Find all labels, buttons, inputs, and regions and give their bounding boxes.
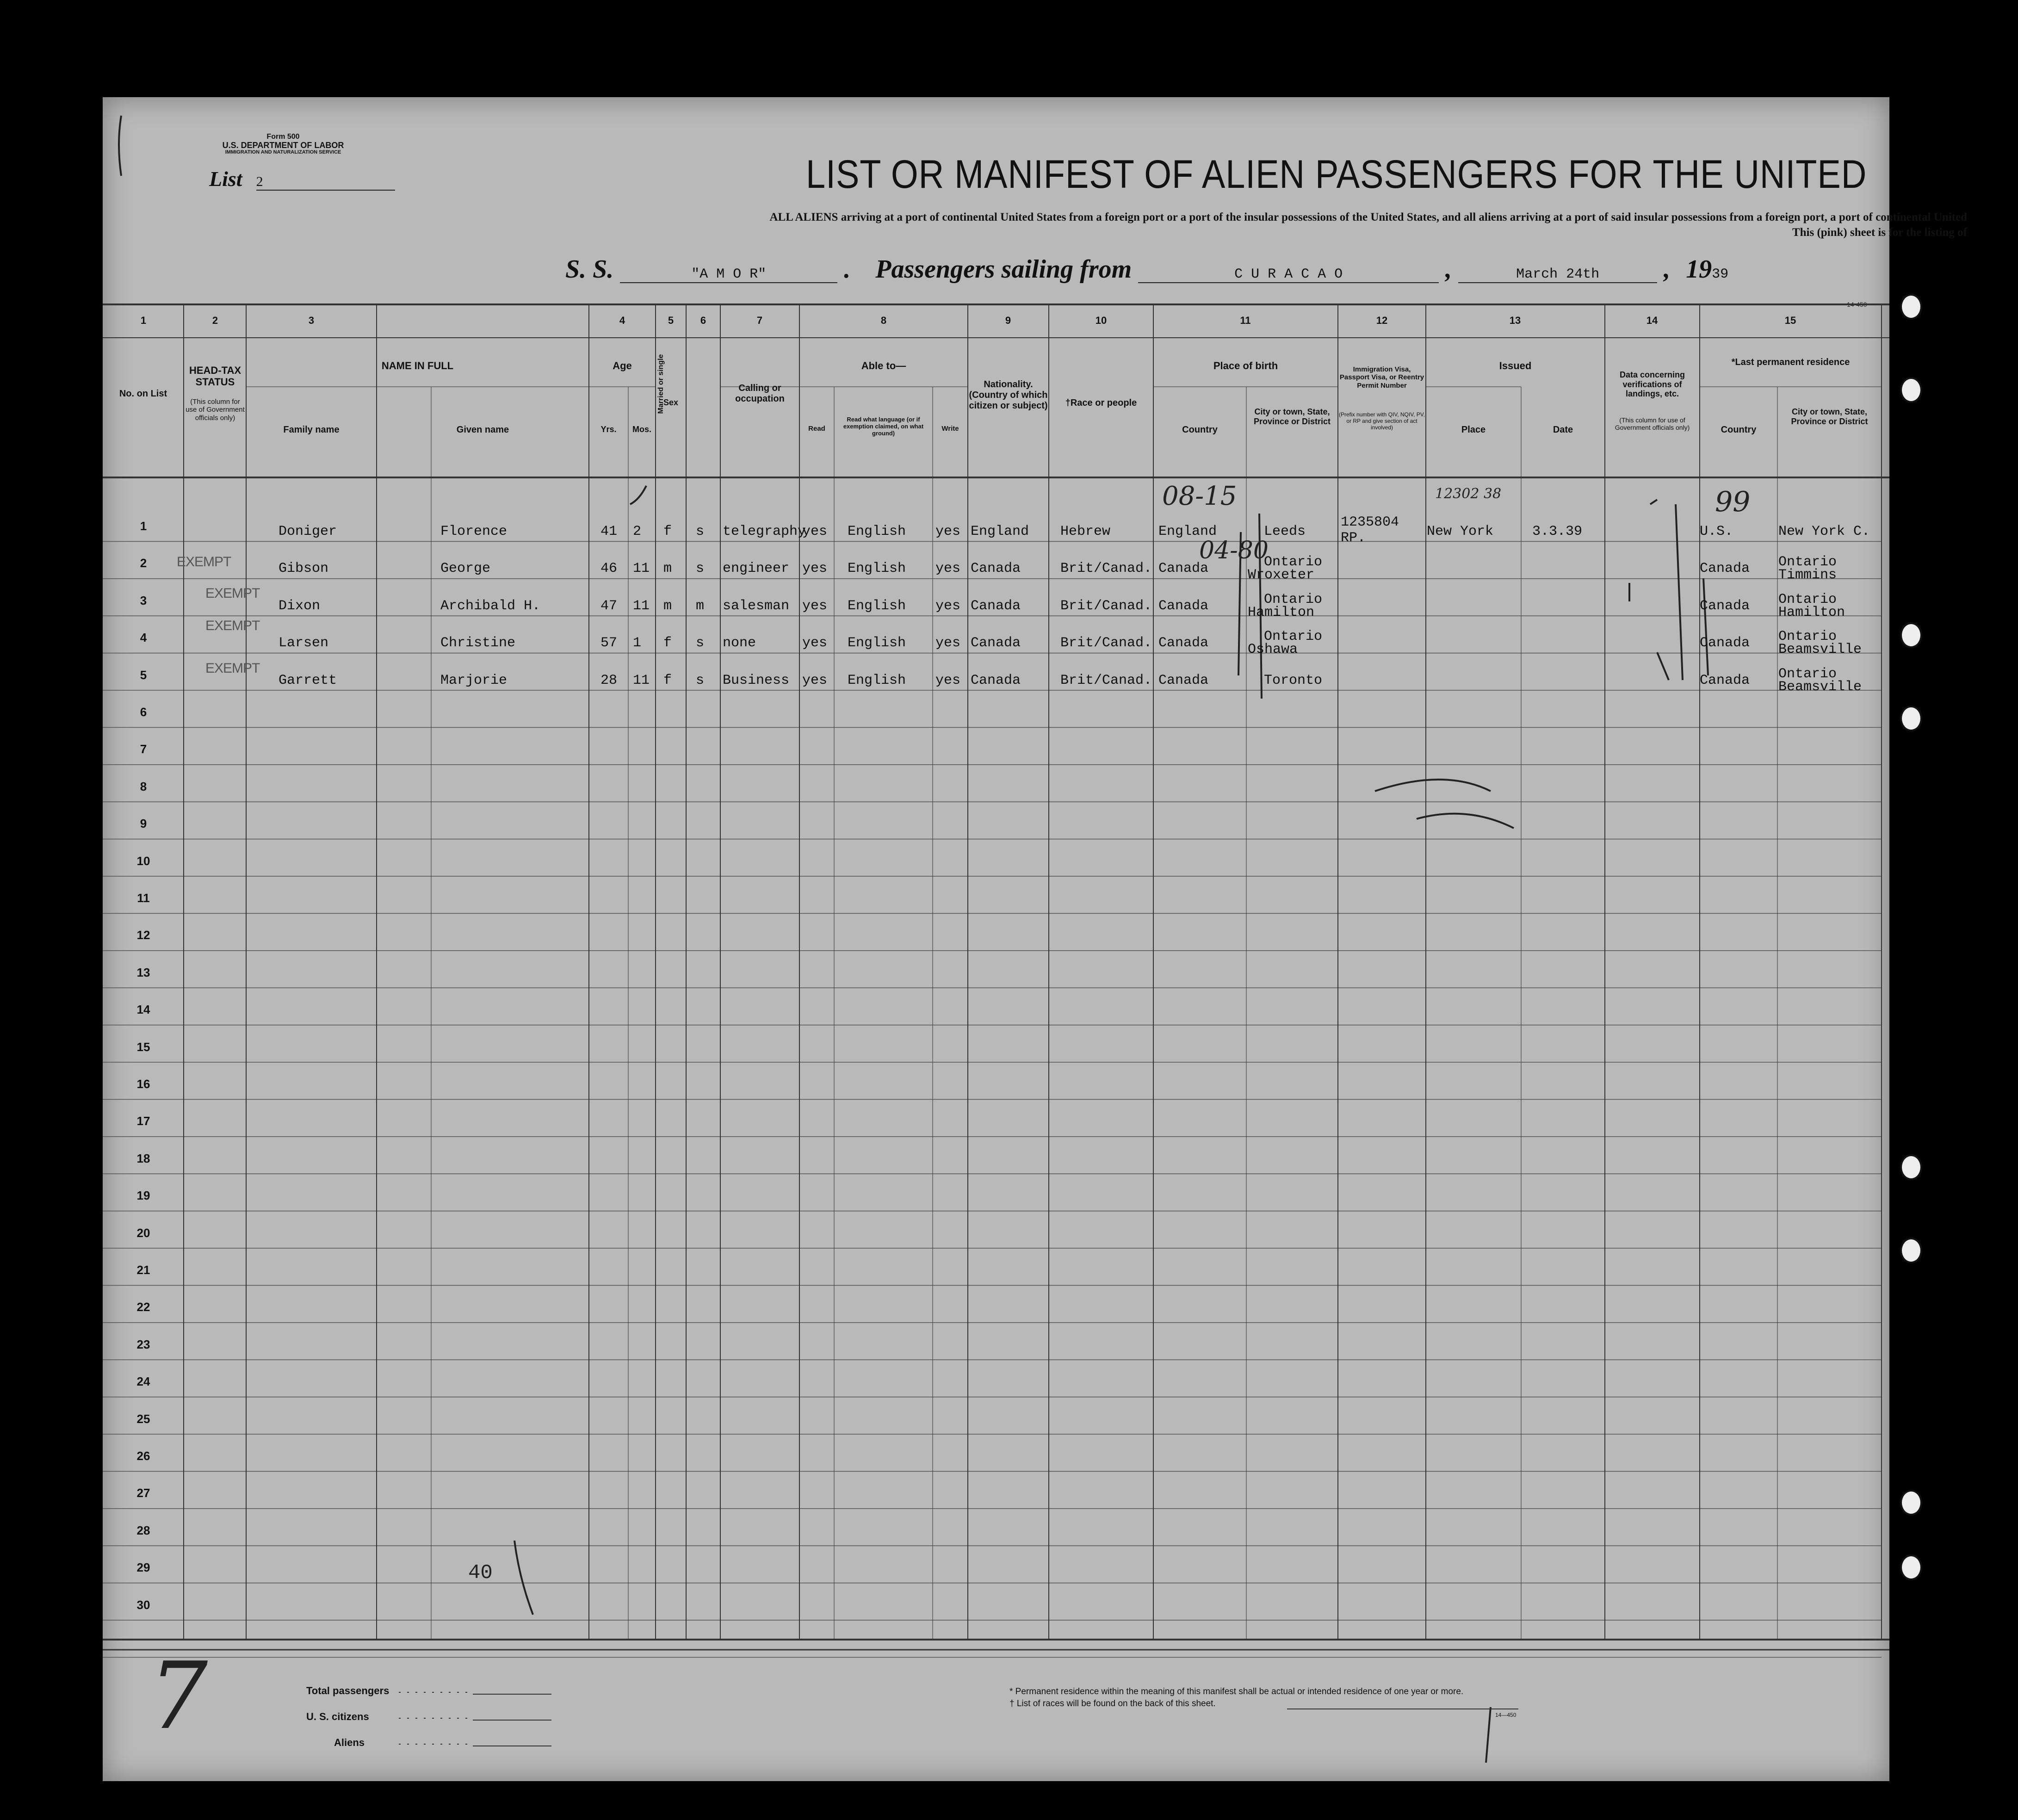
row-number: 1	[140, 519, 147, 533]
exempt-stamp: EXEMPT	[205, 618, 260, 633]
cell-res-city2: Beamsville	[1778, 679, 1862, 695]
header-birth-city: City or town, State, Province or District	[1253, 407, 1331, 426]
header-write: Write	[941, 425, 959, 433]
column-number: 7	[756, 315, 763, 326]
footnote-races: † List of races will be found on the back of this sheet.	[1009, 1699, 1216, 1709]
cell-read: yes	[802, 635, 828, 651]
cell-birth-city: Toronto	[1264, 672, 1323, 688]
handwritten-margin-total: 7	[149, 1642, 208, 1750]
form-number: Form 500	[266, 133, 300, 141]
row-number: 19	[136, 1189, 150, 1203]
cell-read: yes	[802, 524, 828, 539]
row-number: 11	[137, 891, 150, 905]
header-no-on-list: No. on List	[119, 389, 167, 399]
departure-port: C U R A C A O	[1138, 266, 1439, 283]
cell-marital: s	[696, 635, 705, 651]
cell-yrs: 41	[600, 524, 618, 539]
row-number: 3	[140, 593, 147, 607]
cell-occupation: telegraphy	[723, 524, 806, 539]
cell-marital: s	[696, 524, 705, 539]
column-number: 14	[1646, 315, 1658, 326]
cell-mos: 11	[633, 598, 650, 614]
row-number: 17	[136, 1114, 150, 1128]
footnote-residence: * Permanent residence within the meaning of this manifest shall be actual or intended residence of one year or more.	[1009, 1687, 1464, 1696]
header-sex: Sex	[663, 398, 679, 407]
header-issued: Issued	[1499, 360, 1532, 371]
cell-birth-city: Leeds	[1264, 524, 1306, 539]
cell-birth-country: Canada	[1158, 672, 1209, 688]
cell-res-city2: Beamsville	[1778, 642, 1862, 658]
cell-sex: m	[663, 598, 672, 614]
binder-hole-icon	[1900, 1554, 1922, 1580]
cell-birth-country: Canada	[1158, 561, 1209, 577]
column-number: 10	[1095, 315, 1107, 326]
row-number: 24	[136, 1374, 150, 1389]
cell-res-city2: Hamilton	[1778, 604, 1845, 620]
row-number: 16	[136, 1077, 150, 1091]
cell-nationality: Canada	[971, 598, 1021, 614]
header-read-language: Read what language (or if exemption claimed, on what ground)	[843, 416, 924, 437]
cell-res-city: Ontario	[1778, 591, 1837, 607]
cell-visa2: RP.	[1341, 530, 1366, 546]
cell-family: Doniger	[279, 524, 337, 539]
cell-yrs: 46	[600, 561, 618, 577]
row-number: 22	[136, 1300, 150, 1314]
ship-line: S. S. "A M O R" . Passengers sailing from C U R A C A O , March 24th , 1939	[565, 255, 1729, 284]
cell-given: Archibald H.	[440, 598, 541, 614]
header-yrs: Yrs.	[600, 425, 617, 434]
cell-occupation: none	[723, 635, 756, 651]
cell-write: yes	[935, 598, 961, 614]
row-number: 14	[136, 1003, 150, 1017]
binder-hole-icon	[1900, 706, 1922, 731]
column-number: 12	[1376, 315, 1388, 326]
exempt-stamp: EXEMPT	[205, 586, 260, 601]
row-number: 15	[136, 1040, 150, 1054]
row-number: 5	[140, 668, 147, 682]
header-verification: Data concerning verifications of landings, etc.	[1619, 370, 1685, 399]
cell-given: Florence	[440, 524, 508, 539]
cell-mos: 11	[633, 672, 650, 688]
form-code-top: 14-450	[1847, 301, 1867, 308]
manifest-sheet	[103, 97, 1967, 1781]
cell-birth-city2: Wroxeter	[1248, 567, 1315, 583]
cell-birth-city: Ontario	[1264, 591, 1323, 607]
cell-language: English	[848, 561, 906, 577]
us-citizens-label: U. S. citizens	[306, 1711, 369, 1722]
cell-mos: 11	[633, 561, 650, 577]
handwritten-code-row2: 04-80	[1199, 537, 1269, 564]
header-family-name: Family name	[283, 425, 340, 435]
total-passengers-label: Total passengers	[306, 1685, 390, 1696]
header-res-city: City or town, State, Province or District	[1791, 407, 1868, 426]
cell-res-city: Ontario	[1778, 666, 1837, 682]
binder-hole-icon	[1900, 1154, 1922, 1180]
cell-occupation: engineer	[723, 561, 790, 577]
cell-occupation: salesman	[723, 598, 790, 614]
department: U.S. DEPARTMENT OF LABOR	[222, 140, 344, 150]
row-number: 13	[136, 965, 150, 979]
cell-given: Marjorie	[440, 672, 508, 688]
list-label-text: List	[209, 167, 242, 191]
cell-birth-country: Canada	[1158, 635, 1209, 651]
row-number: 28	[136, 1523, 150, 1537]
cell-sex: m	[663, 561, 672, 577]
row-number: 25	[136, 1411, 150, 1426]
cell-sex: f	[663, 635, 672, 651]
cell-birth-city: Ontario	[1264, 629, 1323, 645]
column-number: 5	[668, 315, 674, 326]
cell-language: English	[848, 524, 906, 539]
handwritten-issued-row1: 12302 38	[1435, 486, 1502, 502]
cell-issued-place: New York	[1427, 524, 1494, 539]
column-number: 2	[212, 315, 218, 326]
row-number: 20	[136, 1226, 150, 1240]
manifest-grid	[103, 97, 1889, 1781]
subtitle-line-1: ALL ALIENS arriving at a port of continental United States from a foreign port or a port of the insular possessions of the United States, and all aliens arriving at a port of said insular possessions from a foreign port, a port of continental United	[769, 211, 1967, 223]
binder-hole-icon	[1900, 622, 1922, 648]
row-number: 23	[136, 1337, 150, 1351]
cell-write: yes	[935, 524, 961, 539]
cell-res-country: Canada	[1700, 561, 1750, 577]
column-number: 1	[140, 315, 147, 326]
row-number: 27	[136, 1486, 150, 1500]
column-number: 8	[880, 315, 887, 326]
column-number: 11	[1240, 315, 1251, 326]
cell-visa: 1235804	[1341, 514, 1399, 530]
aliens-label: Aliens	[334, 1737, 365, 1748]
column-number: 9	[1005, 315, 1011, 326]
cell-res-city: Ontario	[1778, 554, 1837, 570]
year-prefix: 19	[1686, 255, 1712, 284]
cell-marital: s	[696, 561, 705, 577]
cell-res-city: New York C.	[1778, 524, 1870, 539]
column-number: 15	[1784, 315, 1796, 326]
cell-language: English	[848, 635, 906, 651]
cell-race: Hebrew	[1060, 524, 1111, 539]
year-suffix: 39	[1712, 266, 1729, 282]
column-number: 4	[619, 315, 625, 326]
column-number: 3	[308, 315, 315, 326]
cell-race: Brit/Canad.	[1060, 561, 1152, 577]
handwritten-code-row1: 08-15	[1162, 481, 1237, 511]
ss-label: S. S.	[565, 255, 614, 284]
header-name-in-full: NAME IN FULL	[381, 360, 454, 371]
header-calling: Calling or occupation	[735, 383, 785, 404]
header-read: Read	[808, 425, 825, 433]
cell-birth-country: England	[1158, 524, 1217, 539]
cell-race: Brit/Canad.	[1060, 598, 1152, 614]
cell-sex: f	[663, 524, 672, 539]
header-race: †Race or people	[1065, 398, 1137, 408]
cell-language: English	[848, 672, 906, 688]
cell-res-country: Canada	[1700, 672, 1750, 688]
handwritten-tally: 40	[468, 1561, 493, 1585]
cell-occupation: Business	[723, 672, 790, 688]
cell-birth-city: Ontario	[1264, 554, 1323, 570]
column-number: 6	[700, 315, 706, 326]
header-verification-note: (This column for use of Government officials only)	[1615, 416, 1690, 432]
cell-yrs: 47	[600, 598, 618, 614]
row-number: 2	[140, 556, 147, 570]
header-head-tax: HEAD-TAX STATUS	[189, 365, 241, 388]
column-number: 13	[1509, 315, 1521, 326]
row-number: 29	[136, 1560, 150, 1575]
row-number: 8	[140, 779, 147, 793]
header-place-of-birth: Place of birth	[1213, 360, 1278, 371]
cell-marital: s	[696, 672, 705, 688]
header-head-tax-note: (This column for use of Government officials only)	[186, 398, 245, 422]
binder-hole-icon	[1900, 1238, 1922, 1263]
cell-family: Garrett	[279, 672, 337, 688]
service: IMMIGRATION AND NATURALIZATION SERVICE	[225, 149, 341, 155]
binder-hole-icon	[1900, 1490, 1922, 1516]
header-age: Age	[613, 360, 632, 371]
row-number: 21	[136, 1263, 150, 1277]
row-number: 10	[136, 854, 150, 868]
header-res-country: Country	[1721, 425, 1757, 435]
row-number: 7	[140, 742, 147, 756]
footnote-rule	[1287, 1707, 1518, 1712]
cell-nationality: Canada	[971, 635, 1021, 651]
cell-write: yes	[935, 561, 961, 577]
cell-yrs: 28	[600, 672, 618, 688]
row-number: 4	[140, 631, 147, 645]
row-number: 6	[140, 705, 147, 719]
cell-family: Dixon	[279, 598, 321, 614]
cell-sex: f	[663, 672, 672, 688]
sailing-date: March 24th	[1458, 266, 1657, 283]
sailing-label: Passengers sailing from	[875, 255, 1132, 284]
list-number: 2	[256, 174, 395, 191]
header-nationality: Nationality. (Country of which citizen or subject)	[969, 379, 1048, 411]
cell-nationality: England	[971, 524, 1029, 539]
binder-hole-icon	[1900, 377, 1922, 403]
cell-marital: m	[696, 598, 705, 614]
header-given-name: Given name	[456, 425, 509, 435]
cell-read: yes	[802, 598, 828, 614]
cell-birth-city2: Hamilton	[1248, 604, 1315, 620]
cell-given: George	[440, 561, 491, 577]
header-issued-place: Place	[1461, 425, 1486, 435]
cell-write: yes	[935, 635, 961, 651]
cell-given: Christine	[440, 635, 516, 651]
header-mos: Mos.	[632, 425, 651, 434]
handwritten-res-row1: 99	[1715, 486, 1751, 518]
form-code-bottom: 14—450	[1495, 1712, 1517, 1718]
cell-read: yes	[802, 672, 828, 688]
cell-birth-country: Canada	[1158, 598, 1209, 614]
cell-res-country: Canada	[1700, 635, 1750, 651]
cell-res-city: Ontario	[1778, 629, 1837, 645]
ship-name: "A M O R"	[620, 266, 837, 283]
exempt-stamp: EXEMPT	[205, 661, 260, 676]
header-last-residence: *Last permanent residence	[1731, 357, 1850, 367]
cell-family: Gibson	[279, 561, 329, 577]
row-number: 9	[140, 817, 147, 831]
cell-family: Larsen	[279, 635, 329, 651]
header-visa: Immigration Visa, Passport Visa, or Reentry Permit Number	[1339, 365, 1424, 390]
cell-issued-date: 3.3.39	[1532, 524, 1583, 539]
exempt-stamp: EXEMPT	[177, 554, 231, 570]
cell-birth-city2: Oshawa	[1248, 642, 1298, 658]
cell-write: yes	[935, 672, 961, 688]
header-visa-note: (Prefix number with QIV, NQIV, PV, or RP and give section of act involved)	[1338, 411, 1425, 431]
header-married: Married or single	[657, 354, 665, 414]
footer-leaders	[399, 1684, 556, 1753]
header-birth-country: Country	[1182, 425, 1218, 435]
manifest-title: LIST OR MANIFEST OF ALIEN PASSENGERS FOR THE UNITED	[806, 152, 1867, 197]
cell-nationality: Canada	[971, 561, 1021, 577]
binder-hole-icon	[1900, 294, 1922, 320]
cell-res-country: Canada	[1700, 598, 1750, 614]
row-number: 30	[136, 1597, 150, 1612]
cell-mos: 1	[633, 635, 642, 651]
row-number: 18	[136, 1151, 150, 1165]
cell-res-country: U.S.	[1700, 524, 1733, 539]
subtitle-line-2: This (pink) sheet is for the listing of	[1792, 226, 1967, 239]
header-able-to: Able to—	[861, 360, 906, 371]
cell-mos: 2	[633, 524, 642, 539]
row-number: 26	[136, 1449, 150, 1463]
header-issued-date: Date	[1553, 425, 1573, 435]
cell-language: English	[848, 598, 906, 614]
cell-read: yes	[802, 561, 828, 577]
cell-yrs: 57	[600, 635, 618, 651]
cell-race: Brit/Canad.	[1060, 672, 1152, 688]
cell-nationality: Canada	[971, 672, 1021, 688]
cell-res-city2: Timmins	[1778, 567, 1837, 583]
cell-race: Brit/Canad.	[1060, 635, 1152, 651]
row-number: 12	[136, 928, 150, 942]
